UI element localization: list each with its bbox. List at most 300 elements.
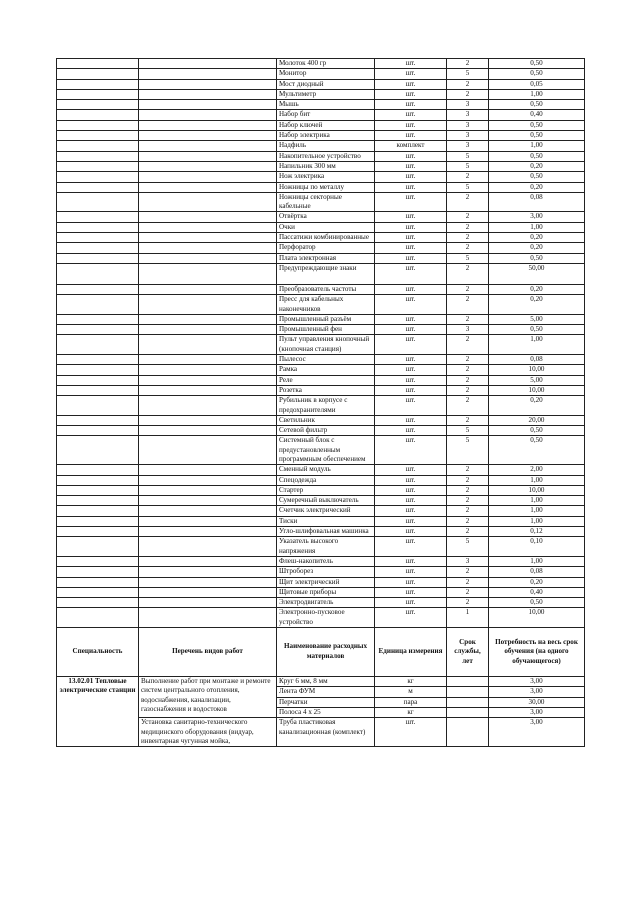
item-unit: шт. <box>375 100 447 110</box>
works-cell <box>139 295 277 315</box>
item-unit: шт. <box>375 89 447 99</box>
works-cell: Установка санитарно-технического медицинского оборудования (видуар, инвентарная чугунная мойка, <box>139 718 277 747</box>
table-row <box>57 131 585 141</box>
item-name: Штроборез <box>277 567 375 577</box>
works-cell <box>139 587 277 597</box>
table-row <box>57 516 585 526</box>
material-years <box>447 697 489 707</box>
item-name: Рамка <box>277 365 375 375</box>
item-years: 2 <box>447 496 489 506</box>
material-need: 3,00 <box>489 677 585 687</box>
item-years: 5 <box>447 182 489 192</box>
item-years: 2 <box>447 79 489 89</box>
works-cell <box>139 120 277 130</box>
item-name: Тиски <box>277 516 375 526</box>
material-unit: шт. <box>375 718 447 747</box>
works-cell <box>139 243 277 253</box>
item-unit: шт. <box>375 475 447 485</box>
specialty-cell <box>57 192 139 212</box>
specialty-cell <box>57 161 139 171</box>
works-cell <box>139 141 277 151</box>
material-unit: пара <box>375 697 447 707</box>
item-years: 5 <box>447 161 489 171</box>
item-years: 5 <box>447 537 489 557</box>
item-name: Промышленный фен <box>277 325 375 335</box>
works-cell <box>139 212 277 222</box>
material-unit: м <box>375 687 447 697</box>
header-works: Перечень видов работ <box>139 628 277 677</box>
item-years: 2 <box>447 587 489 597</box>
item-name: Электронно-пусковое устройство <box>277 608 375 628</box>
item-name: Набор бит <box>277 110 375 120</box>
works-cell <box>139 375 277 385</box>
item-unit: шт. <box>375 556 447 566</box>
specialty-cell <box>57 120 139 130</box>
item-unit: шт. <box>375 335 447 355</box>
works-cell <box>139 415 277 425</box>
table-row <box>57 192 585 212</box>
item-need: 0,05 <box>489 79 585 89</box>
table-row <box>57 141 585 151</box>
works-cell <box>139 335 277 355</box>
item-unit: шт. <box>375 79 447 89</box>
item-need: 10,00 <box>489 485 585 495</box>
item-need: 1,00 <box>489 222 585 232</box>
item-need: 0,50 <box>489 100 585 110</box>
specialty-cell <box>57 385 139 395</box>
specialty-cell <box>57 355 139 365</box>
works-cell <box>139 608 277 628</box>
item-need: 0,50 <box>489 69 585 79</box>
specialty-cell <box>57 222 139 232</box>
specialty-cell <box>57 243 139 253</box>
table-row <box>57 253 585 263</box>
item-unit: шт. <box>375 172 447 182</box>
item-unit: шт. <box>375 465 447 475</box>
item-need: 0,12 <box>489 527 585 537</box>
item-name: Нож электрика <box>277 172 375 182</box>
item-years: 2 <box>447 295 489 315</box>
specialty-cell <box>57 233 139 243</box>
specialty-cell <box>57 284 139 294</box>
table-row <box>57 396 585 416</box>
specialty-cell <box>57 295 139 315</box>
item-name: Указатель высокого напряжения <box>277 537 375 557</box>
item-unit: шт. <box>375 314 447 324</box>
table-header-row <box>57 628 585 677</box>
header-unit: Единица измерения <box>375 628 447 677</box>
item-unit: шт. <box>375 365 447 375</box>
item-unit: шт. <box>375 161 447 171</box>
table-row <box>57 567 585 577</box>
item-years: 5 <box>447 69 489 79</box>
table-row <box>57 355 585 365</box>
item-name: Ножницы по металлу <box>277 182 375 192</box>
item-need: 3,00 <box>489 212 585 222</box>
item-need: 0,20 <box>489 161 585 171</box>
specialty-cell <box>57 415 139 425</box>
specialty-cell <box>57 485 139 495</box>
material-need: 3,00 <box>489 687 585 697</box>
item-years: 2 <box>447 506 489 516</box>
item-name: Надфиль <box>277 141 375 151</box>
works-cell <box>139 131 277 141</box>
item-need: 0,50 <box>489 172 585 182</box>
item-need: 0,08 <box>489 355 585 365</box>
item-name: Монитор <box>277 69 375 79</box>
item-name: Пылесос <box>277 355 375 365</box>
table-row <box>57 375 585 385</box>
specialty-cell <box>57 527 139 537</box>
item-unit: шт. <box>375 284 447 294</box>
item-name: Спецодежда <box>277 475 375 485</box>
item-unit: шт. <box>375 182 447 192</box>
works-cell <box>139 527 277 537</box>
material-name: Труба пластиковая канализационная (комплект) <box>277 718 375 747</box>
table-row <box>57 161 585 171</box>
material-need: 3,00 <box>489 707 585 717</box>
works-cell <box>139 253 277 263</box>
works-cell <box>139 182 277 192</box>
item-years: 2 <box>447 222 489 232</box>
table-row <box>57 263 585 284</box>
item-need: 0,20 <box>489 243 585 253</box>
works-cell <box>139 485 277 495</box>
table-row <box>57 110 585 120</box>
item-unit: шт. <box>375 608 447 628</box>
items-body <box>57 59 585 628</box>
works-cell <box>139 475 277 485</box>
item-need: 0,40 <box>489 587 585 597</box>
item-years: 2 <box>447 365 489 375</box>
works-cell <box>139 263 277 284</box>
item-years: 3 <box>447 131 489 141</box>
item-years: 2 <box>447 355 489 365</box>
item-name: Предупреждающие знаки <box>277 263 375 284</box>
item-need: 0,20 <box>489 182 585 192</box>
item-name: Пассатижи комбинированные <box>277 233 375 243</box>
material-years <box>447 677 489 687</box>
item-need: 0,50 <box>489 426 585 436</box>
item-unit: шт. <box>375 222 447 232</box>
works-cell <box>139 436 277 465</box>
works-cell <box>139 577 277 587</box>
specialty-cell <box>57 465 139 475</box>
item-name: Розетка <box>277 385 375 395</box>
item-need: 1,00 <box>489 556 585 566</box>
item-need: 50,00 <box>489 263 585 284</box>
works-cell <box>139 233 277 243</box>
specialty-cell <box>57 426 139 436</box>
table-row <box>57 335 585 355</box>
specialty-cell <box>57 314 139 324</box>
material-unit: кг <box>375 707 447 717</box>
item-need: 5,00 <box>489 375 585 385</box>
item-name: Мультиметр <box>277 89 375 99</box>
item-name: Отвёртка <box>277 212 375 222</box>
item-years: 3 <box>447 120 489 130</box>
works-cell <box>139 110 277 120</box>
table-row <box>57 151 585 161</box>
item-years: 2 <box>447 516 489 526</box>
table-row <box>57 100 585 110</box>
material-unit: кг <box>375 677 447 687</box>
item-name: Реле <box>277 375 375 385</box>
item-unit: шт. <box>375 59 447 69</box>
table-row <box>57 465 585 475</box>
item-unit: шт. <box>375 69 447 79</box>
item-name: Электродвигатель <box>277 598 375 608</box>
item-unit: шт. <box>375 192 447 212</box>
table-row <box>57 426 585 436</box>
item-years: 2 <box>447 59 489 69</box>
item-need: 1,00 <box>489 516 585 526</box>
item-unit: комплект <box>375 141 447 151</box>
item-name: Напильник 300 мм <box>277 161 375 171</box>
item-name: Промышленный разъём <box>277 314 375 324</box>
table-row <box>57 325 585 335</box>
table-row <box>57 556 585 566</box>
specialty-cell <box>57 436 139 465</box>
item-name: Флеш-накопитель <box>277 556 375 566</box>
item-unit: шт. <box>375 295 447 315</box>
material-name: Перчатки <box>277 697 375 707</box>
specialty-cell <box>57 608 139 628</box>
table-row <box>57 284 585 294</box>
item-need: 0,08 <box>489 567 585 577</box>
item-years: 2 <box>447 485 489 495</box>
item-years: 2 <box>447 375 489 385</box>
item-name: Пресс для кабельных наконечников <box>277 295 375 315</box>
item-unit: шт. <box>375 212 447 222</box>
item-years: 2 <box>447 415 489 425</box>
table-row <box>57 577 585 587</box>
works-cell <box>139 355 277 365</box>
item-years: 2 <box>447 243 489 253</box>
table-row <box>57 496 585 506</box>
works-cell <box>139 396 277 416</box>
specialty-cell <box>57 516 139 526</box>
item-unit: шт. <box>375 506 447 516</box>
table-row <box>57 608 585 628</box>
item-years: 2 <box>447 314 489 324</box>
item-unit: шт. <box>375 355 447 365</box>
material-name: Полоса 4 х 25 <box>277 707 375 717</box>
item-years: 5 <box>447 426 489 436</box>
material-name: Лента ФУМ <box>277 687 375 697</box>
table-row <box>57 365 585 375</box>
works-cell <box>139 496 277 506</box>
table-row <box>57 436 585 465</box>
table-row <box>57 475 585 485</box>
item-need: 20,00 <box>489 415 585 425</box>
specialty-cell <box>57 598 139 608</box>
item-years: 2 <box>447 284 489 294</box>
works-cell <box>139 161 277 171</box>
item-need: 0,20 <box>489 233 585 243</box>
item-years: 2 <box>447 89 489 99</box>
item-name: Угло-шлифовальная машинка <box>277 527 375 537</box>
table-row <box>57 233 585 243</box>
item-unit: шт. <box>375 120 447 130</box>
item-need: 0,10 <box>489 537 585 557</box>
item-name: Системный блок с предустановленным программным обеспечением <box>277 436 375 465</box>
item-name: Плата электронная <box>277 253 375 263</box>
item-need: 0,20 <box>489 295 585 315</box>
item-need: 10,00 <box>489 365 585 375</box>
item-years: 5 <box>447 151 489 161</box>
item-unit: шт. <box>375 485 447 495</box>
item-years: 3 <box>447 100 489 110</box>
item-name: Накопительное устройство <box>277 151 375 161</box>
item-need: 0,20 <box>489 284 585 294</box>
table-row <box>57 120 585 130</box>
table-row <box>57 485 585 495</box>
works-cell <box>139 172 277 182</box>
item-unit: шт. <box>375 587 447 597</box>
specialty-cell <box>57 537 139 557</box>
item-unit: шт. <box>375 263 447 284</box>
item-need: 10,00 <box>489 385 585 395</box>
item-years: 2 <box>447 567 489 577</box>
item-need: 1,00 <box>489 475 585 485</box>
header-specialty: Специальность <box>57 628 139 677</box>
item-years: 5 <box>447 436 489 465</box>
item-unit: шт. <box>375 567 447 577</box>
table-row <box>57 89 585 99</box>
table-row <box>57 222 585 232</box>
item-unit: шт. <box>375 396 447 416</box>
specialty-cell <box>57 131 139 141</box>
item-need: 0,08 <box>489 192 585 212</box>
table-row <box>57 415 585 425</box>
item-years: 3 <box>447 325 489 335</box>
specialty-cell: 13.02.01 Тепловые электрические станции <box>57 677 139 747</box>
works-cell <box>139 465 277 475</box>
item-name: Рубильник в корпусе с предохранителями <box>277 396 375 416</box>
item-unit: шт. <box>375 243 447 253</box>
item-need: 1,00 <box>489 141 585 151</box>
item-unit: шт. <box>375 131 447 141</box>
item-name: Сменный модуль <box>277 465 375 475</box>
table-row <box>57 69 585 79</box>
item-name: Перфоратор <box>277 243 375 253</box>
item-need: 1,00 <box>489 496 585 506</box>
specialty-cell <box>57 89 139 99</box>
item-unit: шт. <box>375 110 447 120</box>
table-row <box>57 598 585 608</box>
works-cell <box>139 59 277 69</box>
item-name: Молоток 400 гр <box>277 59 375 69</box>
item-unit: шт. <box>375 415 447 425</box>
works-cell <box>139 69 277 79</box>
item-need: 1,00 <box>489 335 585 355</box>
works-cell <box>139 365 277 375</box>
works-cell <box>139 314 277 324</box>
item-years: 2 <box>447 212 489 222</box>
specialty-cell <box>57 151 139 161</box>
item-unit: шт. <box>375 527 447 537</box>
item-name: Светильник <box>277 415 375 425</box>
table-row <box>57 587 585 597</box>
item-unit: шт. <box>375 516 447 526</box>
table-row <box>57 295 585 315</box>
item-years: 5 <box>447 253 489 263</box>
works-cell: Выполнение работ при монтаже и ремонте систем центрального отопления, водоснабжения, канализации, газоснабжения и водостоков <box>139 677 277 718</box>
specialty-cell <box>57 567 139 577</box>
item-need: 0,40 <box>489 110 585 120</box>
works-cell <box>139 385 277 395</box>
item-name: Ножницы секторные кабельные <box>277 192 375 212</box>
item-name: Преобразователь частоты <box>277 284 375 294</box>
item-name: Набор ключей <box>277 120 375 130</box>
item-name: Сумеречный выключатель <box>277 496 375 506</box>
material-years <box>447 718 489 747</box>
table-row <box>57 172 585 182</box>
item-years: 2 <box>447 527 489 537</box>
item-name: Набор электрика <box>277 131 375 141</box>
specialty-cell <box>57 587 139 597</box>
item-name: Стартер <box>277 485 375 495</box>
works-cell <box>139 192 277 212</box>
works-cell <box>139 89 277 99</box>
item-years: 2 <box>447 335 489 355</box>
table-row <box>57 243 585 253</box>
specialty-cell <box>57 182 139 192</box>
specialty-cell <box>57 141 139 151</box>
item-need: 0,50 <box>489 436 585 465</box>
works-cell <box>139 100 277 110</box>
item-need: 0,20 <box>489 577 585 587</box>
specialty-cell <box>57 325 139 335</box>
item-name: Мост диодный <box>277 79 375 89</box>
item-years: 2 <box>447 475 489 485</box>
specialty-cell <box>57 69 139 79</box>
item-unit: шт. <box>375 496 447 506</box>
works-cell <box>139 537 277 557</box>
specialty-cell <box>57 263 139 284</box>
item-need: 0,20 <box>489 396 585 416</box>
table-row <box>57 314 585 324</box>
item-unit: шт. <box>375 598 447 608</box>
item-unit: шт. <box>375 253 447 263</box>
header-materials: Наименование расходных материалов <box>277 628 375 677</box>
item-name: Счетчик электрический <box>277 506 375 516</box>
item-years: 2 <box>447 577 489 587</box>
works-cell <box>139 598 277 608</box>
item-need: 0,50 <box>489 253 585 263</box>
specialty-cell <box>57 212 139 222</box>
item-name: Щитовые приборы <box>277 587 375 597</box>
item-name: Очки <box>277 222 375 232</box>
table-row <box>57 182 585 192</box>
item-name: Пульт управления кнопочный (кнопочная станция) <box>277 335 375 355</box>
item-unit: шт. <box>375 577 447 587</box>
header-need: Потребность на весь срок обучения (на одного обучающегося) <box>489 628 585 677</box>
specialty-cell <box>57 375 139 385</box>
specialty-cell <box>57 172 139 182</box>
table-row <box>57 537 585 557</box>
works-cell <box>139 506 277 516</box>
specialty-cell <box>57 556 139 566</box>
table-row <box>57 385 585 395</box>
table-row <box>57 527 585 537</box>
works-cell <box>139 567 277 577</box>
table-row <box>57 79 585 89</box>
specialty-cell <box>57 335 139 355</box>
item-years: 2 <box>447 385 489 395</box>
table-row <box>57 677 585 687</box>
